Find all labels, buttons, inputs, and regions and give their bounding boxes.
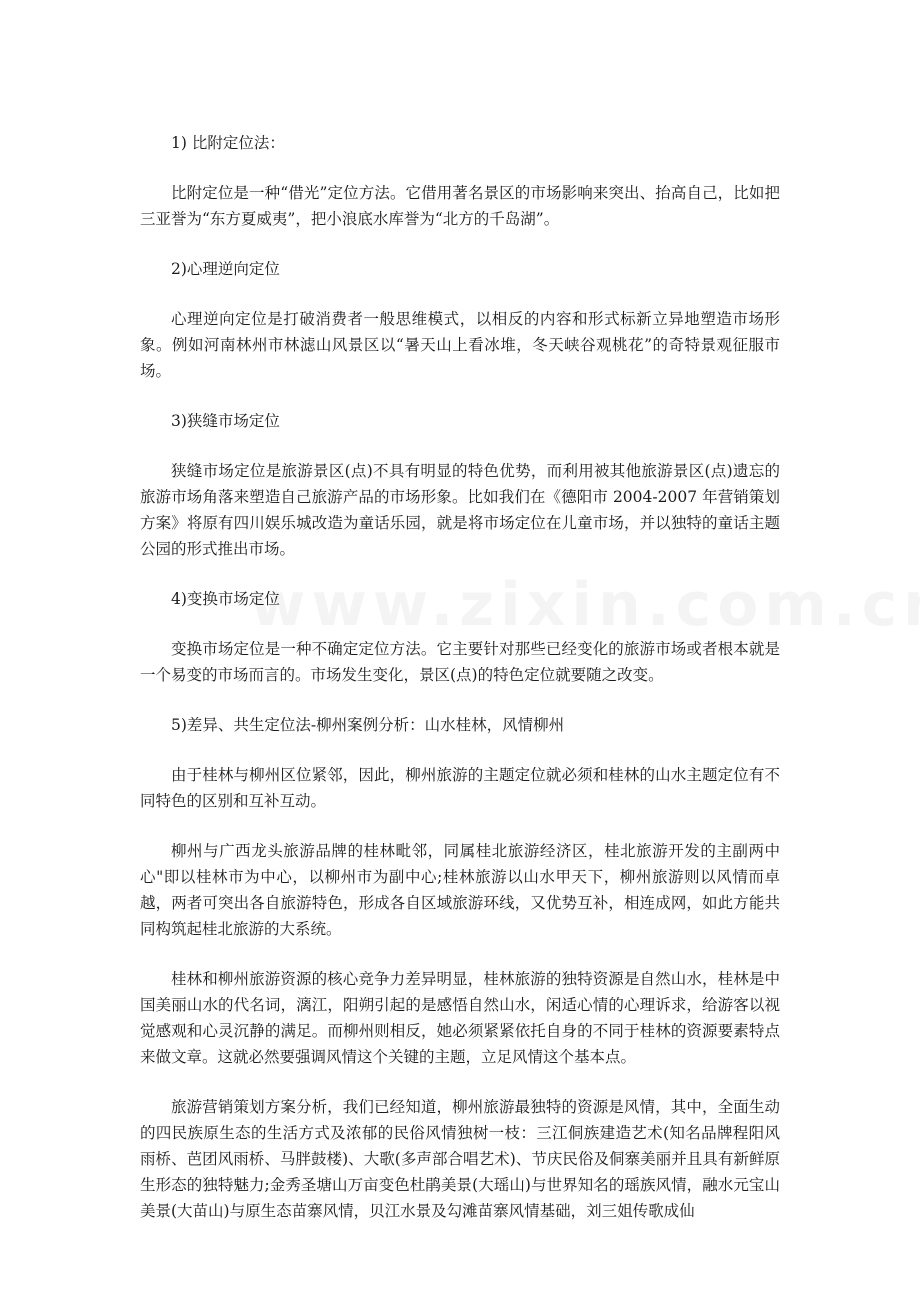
body-paragraph: 比附定位是一种“借光”定位方法。它借用著名景区的市场影响来突出、抬高自己，比如把三亚誉为“东方夏威夷”，把小浪底水库誉为“北方的千岛湖”。 [140, 184, 780, 228]
body-paragraph: 由于桂林与柳州区位紧邻，因此，柳州旅游的主题定位就必须和桂林的山水主题定位有不同特色的区别和互补互动。 [140, 766, 780, 810]
body-paragraph: 心理逆向定位是打破消费者一般思维模式，以相反的内容和形式标新立异地塑造市场形象。例如河南林州市林滤山风景区以“暑天山上看冰堆，冬天峡谷观桃花”的奇特景观征服市场。 [140, 310, 780, 380]
section-heading: 5)差异、共生定位法-柳州案例分析：山水桂林，风情柳州 [171, 716, 565, 734]
section-heading: 4)变换市场定位 [171, 590, 280, 608]
body-paragraph: 狭缝市场定位是旅游景区(点)不具有明显的特色优势，而利用被其他旅游景区(点)遗忘的旅游市场角落来塑造自己旅游产品的市场形象。比如我们在《德阳市 2004-2007 年营销策划方案》将原有四川娱乐城改造为童话乐园，就是将市场定位在儿童市场，并以独特的童话主题公园的形式推出市场。 [140, 462, 780, 558]
section-heading: 1) 比附定位法： [171, 134, 285, 152]
body-paragraph: 变换市场定位是一种不确定定位方法。它主要针对那些已经变化的旅游市场或者根本就是一个易变的市场而言的。市场发生变化，景区(点)的特色定位就要随之改变。 [140, 640, 780, 684]
body-paragraph: 柳州与广西龙头旅游品牌的桂林毗邻，同属桂北旅游经济区，桂北旅游开发的主副两中心"即以桂林市为中心，以柳州市为副中心;桂林旅游以山水甲天下，柳州旅游则以风情而卓越，两者可突出各自旅游特色，形成各自区域旅游环线，又优势互补，相连成网，如此方能共同构筑起桂北旅游的大系统。 [140, 842, 780, 938]
document-body [140, 130, 780, 1248]
section-heading: 2)心理逆向定位 [171, 260, 280, 278]
section-heading: 3)狭缝市场定位 [171, 412, 280, 430]
body-paragraph: 旅游营销策划方案分析，我们已经知道，柳州旅游最独特的资源是风情，其中，全面生动的四民族原生态的生活方式及浓郁的民俗风情独树一枝：三江侗族建造艺术(知名品牌程阳风雨桥、芭团风雨桥、马胖鼓楼)、大歌(多声部合唱艺术)、节庆民俗及侗寨美丽并且具有新鲜原生形态的独特魅力;金秀圣塘山万亩变色杜鹃美景(大瑶山)与世界知名的瑶族风情，融水元宝山美景(大苗山)与原生态苗寨风情，贝江水景及勾滩苗寨风情基础，刘三姐传歌成仙 [140, 1098, 780, 1220]
body-paragraph: 桂林和柳州旅游资源的核心竞争力差异明显，桂林旅游的独特资源是自然山水，桂林是中国美丽山水的代名词，漓江，阳朔引起的是感悟自然山水，闲适心情的心理诉求，给游客以视觉感观和心灵沉静的满足。而柳州则相反，她必须紧紧依托自身的不同于桂林的资源要素特点来做文章。这就必然要强调风情这个关键的主题，立足风情这个基本点。 [140, 970, 780, 1066]
